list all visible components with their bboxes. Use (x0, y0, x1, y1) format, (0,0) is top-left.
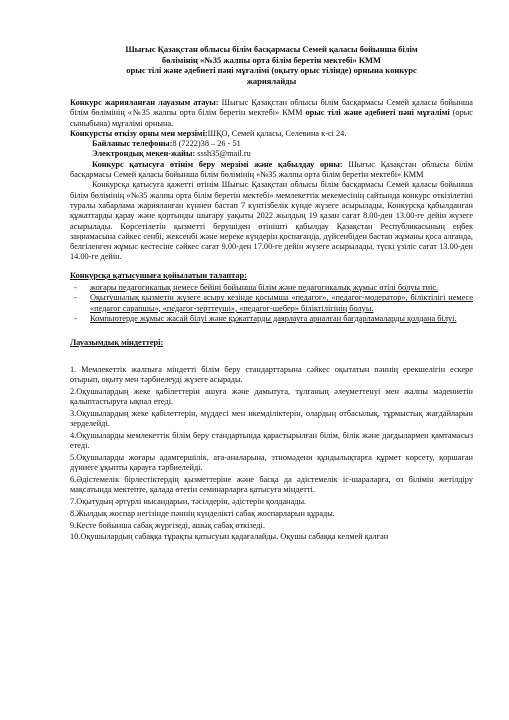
phone-label: Байланыс телефоны: (92, 139, 173, 149)
docs-paragraph (70, 160, 473, 181)
venue-paragraph (70, 129, 473, 139)
position-paragraph (70, 98, 473, 129)
list-item: 7.Оқытудың әртүрлі нысандарын, тәсілдерін, әдістерін қолданады. (70, 497, 307, 507)
list-item: 2.Оқушылардың жеке қабілеттерін ашуға және дамытуға, тұлғаның әлеуметтенуі мен жалпы мәдениетін қалыптастыруға ықпал етеді. (70, 386, 473, 406)
position-subject: орыс тілі және әдебиеті пәні мұғалімі (302, 108, 450, 118)
list-item: 3.Оқушылардың жеке қабілеттерін, мүддесі мен икемділіктерін, олардың отбасылық, тұрмыстық жағдайларын зерделейді. (70, 408, 473, 429)
list-item: 6.Әдістемелік бірлестіктердің қызметтеріне және басқа да әдістемелік іс-шараларға, өз білімін жетілдіру мақсатында мектепте, қалада өтетін семинарларға қатысуға міндетті. (70, 475, 473, 495)
list-item: 4.Оқушыларды мемлекеттік білім беру стандартында қарастырылған білім, білік және дағдылармен қамтамасыз етеді. (70, 430, 473, 451)
requirements-list (70, 283, 473, 324)
list-item: 1. Мемлекеттік жалпыға міндетті білім беру стандарттарына сәйкес оқытатын пәннің ерекшелігін ескере отырып, оқыту мен тәрбиелеуді жүзеге асырады. (70, 364, 473, 384)
duties-heading-text: Лауазымдық міндеттері: (70, 338, 164, 348)
list-item: - Оқытушылық қызметін жүзеге асыру кезінде қосымша «педагог», «педагог-модератор», біліктілігі немесе «педагог сарапшы», «педагог-зерттеуші», «педагог-шебер» біліктілігінің болуы. (70, 293, 473, 314)
list-item: 9.Кесте бойынша сабақ жүргізеді, ашық сабақ өткізеді. (70, 520, 265, 530)
requirements-heading-text: Конкурсқа қатысушыға қойылатын талаптар: (70, 270, 247, 280)
venue-label: Конкурсты өткізу орны мен мерзімі: (70, 128, 208, 138)
list-item: 5.Оқушыларды жоғары адамгершілік, ата-аналарына, этномәдени құндылықтарға құрмет көрсету, қоршаған дүниеге ұқыпты қарауға тәрбиелейді. (70, 452, 473, 473)
phone-text: 8 (7222)38 – 26 - 51 (172, 139, 241, 149)
list-item: - Компьютерде жұмыс жасай білуі және құжаттарды даярлауға арналған бағдарламаларды қолдана білуі. (70, 314, 473, 324)
title-line: бөлімінің «№35 жалпы орта білім беретін мектебі» КММ (161, 54, 382, 65)
application-paragraph: Конкурсқа қатысуға қажетті өтінім Шығыс Қазақстан облысы білім басқармасы Семей қаласы бойынша білім бөлімінің «№35 жалпы орта білім беретін мектебі» мемлекеттік мекемесінің сайтында конкурс өткізілетіні туралы хабарлама жарияланған күннен бастап 7 күнтізбелік күнде жүзеге асырылады, Конкурсқа қабылданған құжаттарды қарау және қортынды шығару уақыты 2022 жылдың 19 қазан сағат 8.00-ден 13.00-ге дейін жүзеге асырылады. Көрсетілетін қызметті берушіден өтінішті қабылдау Қазақстан Республикасының еңбек заңнамасына сәйкес сенбі, жексенбі және мереке күндерін қоспағанда, дүйсенбіден бастап жұманы қоса алғанда, белгіленген жұмыс кестесіне сәйкес сағат 9.00-ден 17.00-ге дейін жүзеге асырылады, түскі үзіліс сағат 13.00-ден 14.00-ге дейін. (70, 180, 473, 262)
list-item: 8.Жылдық жоспар негізінде пәннің күнделікті сабақ жоспарларын құрады. (70, 508, 335, 518)
position-text: Шығыс Қазақстан облысы білім басқармасы Семей қаласы бойынша білім бөлімінің «№35 жалпы орта білім беретін мектебі» КММ (70, 98, 473, 118)
email-label: Электрондық мекен-жайы: (92, 149, 196, 159)
title-line: Шығыс Қазақстан облысы білім басқармасы Семей қаласы бойынша білім (125, 44, 418, 54)
docs-text: Шығыс Қазақстан облысы білім басқармасы Семей қаласы бойынша білім бөлімінің «№35 жалпы орта білім беретін мектебі» КММ (70, 159, 473, 180)
position-label: Конкурс жарияланған лауазым атауы: (70, 98, 219, 107)
email-text: sssh35@mail.ru (195, 149, 251, 159)
venue-text: ШҚО, Семей қаласы, Селевина к-сі 24. (207, 128, 347, 138)
duties-list (70, 365, 473, 543)
list-item: 10.Оқушылардың сабаққа тұрақты қатысуын қадағалайды. Оқушы сабаққа келмей қалған (70, 532, 389, 542)
duties-heading (70, 338, 473, 348)
requirements-heading (70, 271, 473, 281)
phone-paragraph (70, 139, 473, 149)
position-tail: (орыс сыныбына) мұғалімі орнына. (70, 108, 473, 128)
title-line: орыс тілі және әдебиеті пәні мұғалімі (оқыту орыс тілінде) орнына конкурс (126, 65, 417, 75)
list-item: - жоғары педагогикалық немесе бейіні бойынша білім және педагогикалық жұмыс өтілі болуы тиіс. (70, 283, 473, 293)
docs-label: Конкурс қатысуға өтінім беру мерзімі және қабылдау орны: (92, 159, 343, 169)
email-paragraph (70, 149, 473, 159)
document-title (70, 44, 473, 86)
title-line: жариялайды (246, 75, 297, 86)
